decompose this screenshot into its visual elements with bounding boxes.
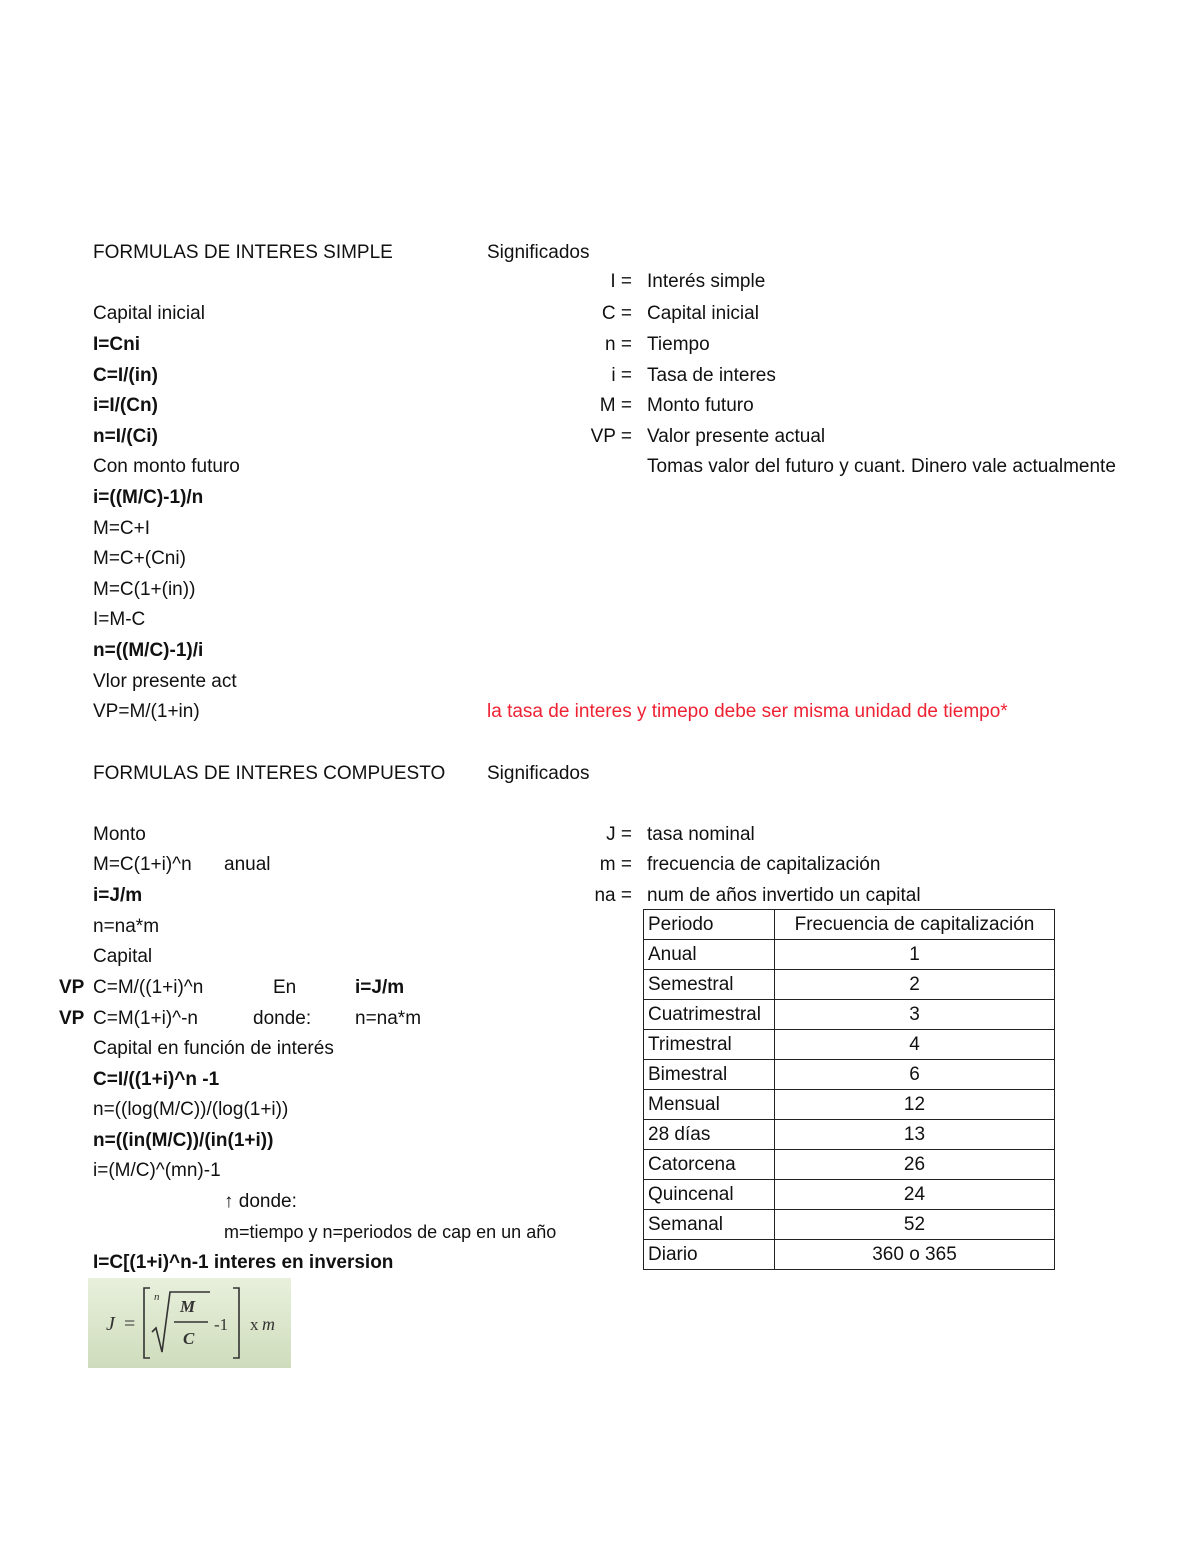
table-cell: Trimestral — [644, 1030, 775, 1060]
compuesto-line: Monto — [93, 824, 146, 845]
nominal-rate-formula-image — [88, 1278, 291, 1368]
compuesto-title: FORMULAS DE INTERES COMPUESTO — [93, 763, 446, 784]
simple-line: Vlor presente act — [93, 671, 237, 692]
meaning-text: Tasa de interes — [647, 365, 776, 386]
table-row — [644, 1060, 1055, 1090]
simple-line: n=I/(Ci) — [93, 426, 158, 447]
table-cell: Semestral — [644, 970, 775, 1000]
table-cell: 52 — [775, 1210, 1055, 1240]
compuesto-line: Capital en función de interés — [93, 1038, 334, 1059]
table-header: Frecuencia de capitalización — [775, 910, 1055, 940]
table-row — [644, 1000, 1055, 1030]
compuesto-line: donde: — [253, 1008, 312, 1029]
formula-m: M — [180, 1297, 196, 1316]
compuesto-line: C=M/((1+i)^n — [93, 977, 204, 998]
table-row — [644, 1240, 1055, 1270]
simple-line: I=Cni — [93, 334, 140, 355]
meaning-text: Capital inicial — [647, 303, 759, 324]
compuesto-line: i=(M/C)^(mn)-1 — [93, 1160, 221, 1181]
compuesto-line: En — [273, 977, 297, 998]
table-header-row — [644, 910, 1055, 940]
meaning-symbol: M = — [599, 395, 632, 416]
formula-root-index: n — [154, 1291, 160, 1303]
meaning-text: frecuencia de capitalización — [647, 854, 881, 875]
simple-line: M=C+I — [93, 518, 151, 539]
compuesto-line: n=na*m — [355, 1008, 422, 1029]
compuesto-significados-title: Significados — [487, 763, 590, 784]
table-cell: Cuatrimestral — [644, 1000, 775, 1030]
simple-line: C=I/(in) — [93, 365, 158, 386]
meaning-text: Interés simple — [647, 271, 766, 292]
meaning-symbol: na = — [594, 885, 632, 906]
simple-line: i=I/(Cn) — [93, 395, 158, 416]
compuesto-line: C=I/((1+i)^n -1 — [93, 1069, 220, 1090]
compuesto-line: i=J/m — [355, 977, 405, 998]
table-row — [644, 1120, 1055, 1150]
table-cell: 24 — [775, 1180, 1055, 1210]
formula-m-lower: m — [262, 1314, 275, 1334]
meaning-symbol: VP = — [590, 426, 632, 447]
table-cell: 26 — [775, 1150, 1055, 1180]
simple-line: I=M-C — [93, 609, 146, 630]
table-row — [644, 1180, 1055, 1210]
meaning-text: Monto futuro — [647, 395, 754, 416]
table-cell: 1 — [775, 940, 1055, 970]
meaning-symbol: J = — [606, 824, 632, 845]
compuesto-line: n=na*m — [93, 916, 160, 937]
time-unit-warning: la tasa de interes y timepo debe ser misma unidad de tiempo* — [487, 701, 1008, 722]
formula-graphic — [88, 1278, 291, 1368]
table-cell: Bimestral — [644, 1060, 775, 1090]
formula-minus-one: -1 — [214, 1315, 229, 1334]
svg-text:=: = — [124, 1313, 136, 1335]
table-cell: 13 — [775, 1120, 1055, 1150]
meaning-symbol: I = — [610, 271, 632, 292]
table-cell: 360 o 365 — [775, 1240, 1055, 1270]
table-row — [644, 1090, 1055, 1120]
simple-line: Capital inicial — [93, 303, 205, 324]
formula-j: J — [106, 1313, 115, 1335]
compuesto-line: i=J/m — [93, 885, 143, 906]
table-row — [644, 1150, 1055, 1180]
compuesto-line: ↑ donde: — [224, 1191, 297, 1212]
simple-line: M=C+(Cni) — [93, 548, 186, 569]
table-cell: Catorcena — [644, 1150, 775, 1180]
frequency-table — [643, 909, 1055, 1270]
table-cell: 12 — [775, 1090, 1055, 1120]
meaning-symbol: C = — [601, 303, 632, 324]
table-cell: Quincenal — [644, 1180, 775, 1210]
simple-line: M=C(1+(in)) — [93, 579, 196, 600]
table-row — [644, 1210, 1055, 1240]
formula-c: C — [183, 1329, 195, 1348]
formula-times: x — [250, 1315, 259, 1334]
meaning-text: Valor presente actual — [647, 426, 826, 447]
table-cell: Anual — [644, 940, 775, 970]
table-cell: 4 — [775, 1030, 1055, 1060]
table-cell: 3 — [775, 1000, 1055, 1030]
simple-line: VP=M/(1+in) — [93, 701, 200, 722]
simple-title: FORMULAS DE INTERES SIMPLE — [93, 242, 393, 263]
compuesto-line: I=C[(1+i)^n-1 interes en inversion — [93, 1252, 394, 1273]
meaning-text: Tiempo — [647, 334, 710, 355]
compuesto-line: M=C(1+i)^n — [93, 854, 192, 875]
table-cell: Mensual — [644, 1090, 775, 1120]
compuesto-line: anual — [224, 854, 271, 875]
simple-line: i=((M/C)-1)/n — [93, 487, 204, 508]
table-cell: Diario — [644, 1240, 775, 1270]
table-cell: 28 días — [644, 1120, 775, 1150]
compuesto-line: C=M(1+i)^-n — [93, 1008, 198, 1029]
table-cell: 2 — [775, 970, 1055, 1000]
table-cell: 6 — [775, 1060, 1055, 1090]
table-header: Periodo — [644, 910, 775, 940]
meaning-symbol: m = — [599, 854, 632, 875]
simple-line: n=((M/C)-1)/i — [93, 640, 204, 661]
table-row — [644, 970, 1055, 1000]
meaning-text: num de años invertido un capital — [647, 885, 921, 906]
compuesto-line: n=((in(M/C))/(in(1+i)) — [93, 1130, 274, 1151]
meaning-symbol: i = — [611, 365, 632, 386]
meaning-note: Tomas valor del futuro y cuant. Dinero vale actualmente — [647, 456, 1116, 477]
meaning-text: tasa nominal — [647, 824, 755, 845]
vp-prefix: VP — [59, 977, 85, 998]
table-cell: Semanal — [644, 1210, 775, 1240]
table-row — [644, 940, 1055, 970]
compuesto-line: Capital — [93, 946, 153, 967]
vp-prefix: VP — [59, 1008, 85, 1029]
meaning-symbol: n = — [605, 334, 632, 355]
table-row — [644, 1030, 1055, 1060]
compuesto-line: n=((log(M/C))/(log(1+i)) — [93, 1099, 289, 1120]
simple-significados-title: Significados — [487, 242, 590, 263]
compuesto-line: m=tiempo y n=periodos de cap en un año — [224, 1222, 557, 1242]
simple-line: Con monto futuro — [93, 456, 240, 477]
